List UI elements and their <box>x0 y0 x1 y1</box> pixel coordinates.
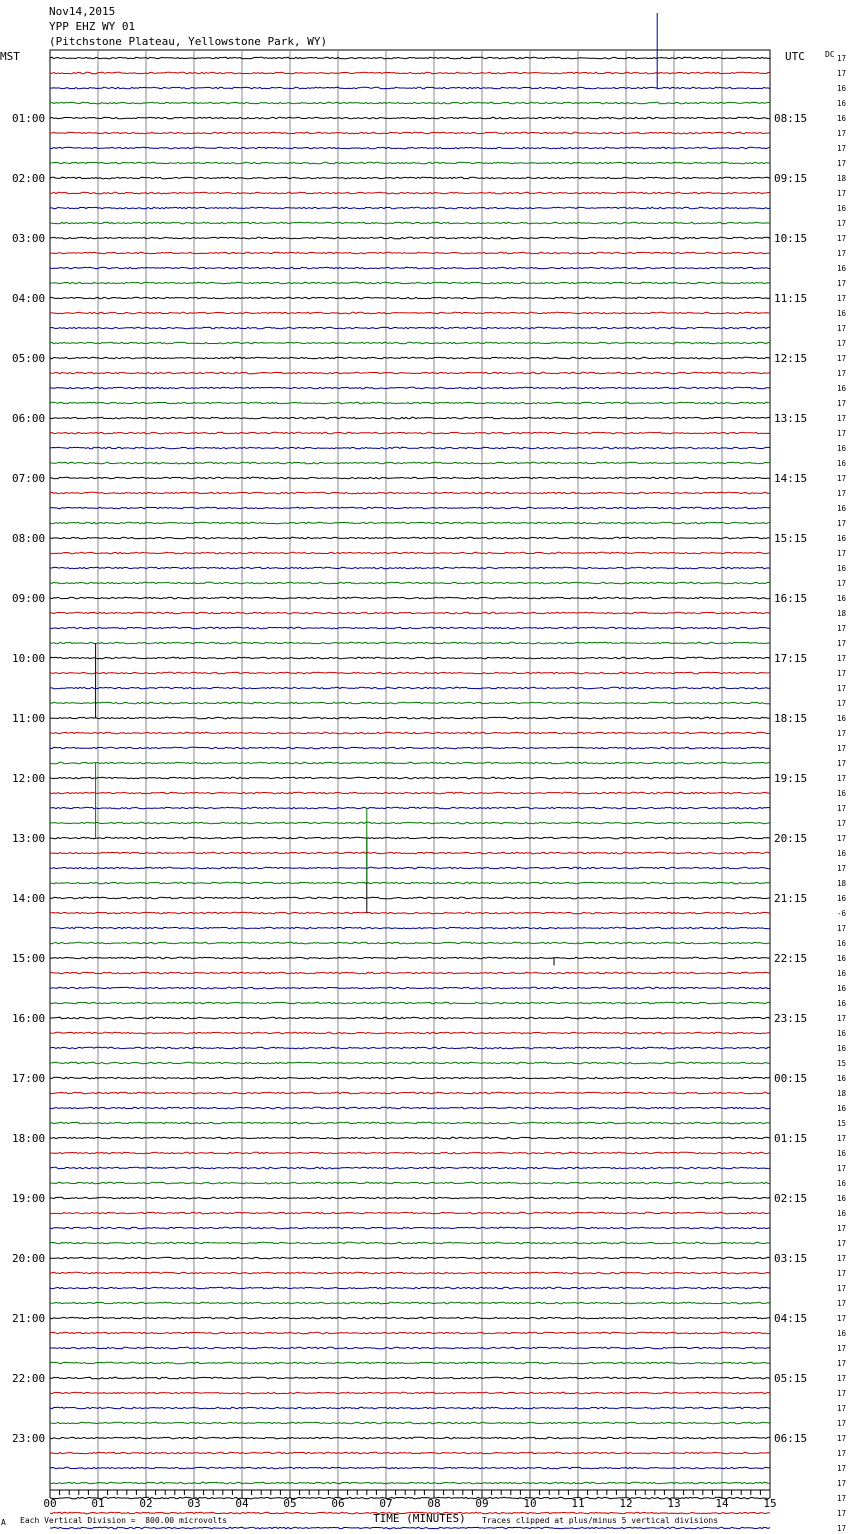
x-tick-label: 10 <box>523 1497 537 1510</box>
dc-offset-label: 17 <box>836 1494 846 1503</box>
trace-row-19 <box>50 342 770 344</box>
trace-row-25 <box>50 432 770 434</box>
trace-row-17 <box>50 312 770 314</box>
dc-offset-label: 17 <box>836 249 846 258</box>
right-hour-label: 09:15 <box>774 172 808 185</box>
dc-offset-label: 16 <box>836 504 846 513</box>
right-hour-label: 21:15 <box>774 892 808 905</box>
trace-row-91 <box>50 1422 770 1424</box>
dc-offset-label: 17 <box>836 924 846 933</box>
dc-offset-label: 17 <box>836 1449 846 1458</box>
trace-row-38 <box>50 627 770 629</box>
dc-offset-label: 17 <box>836 1224 846 1233</box>
trace-row-48 <box>50 777 770 779</box>
dc-offset-label: 17 <box>836 1299 846 1308</box>
x-tick-label: 01 <box>91 1497 105 1510</box>
trace-row-72 <box>50 1137 770 1139</box>
trace-row-80 <box>50 1257 770 1259</box>
dc-offset-label: 17 <box>836 369 846 378</box>
header-station: YPP EHZ WY 01 <box>49 20 136 33</box>
dc-offset-label: 16 <box>836 1194 846 1203</box>
trace-row-68 <box>50 1077 770 1079</box>
dc-offset-label: 17 <box>836 1014 846 1023</box>
dc-offset-label: 18 <box>836 1089 846 1098</box>
left-hour-label: 10:00 <box>12 652 46 665</box>
trace-row-81 <box>50 1272 770 1274</box>
dc-offset-label: 16 <box>836 714 846 723</box>
dc-offset-label: 17 <box>836 1389 846 1398</box>
dc-offset-label: 17 <box>836 759 846 768</box>
right-hour-label: 19:15 <box>774 772 808 785</box>
dc-offset-label: 17 <box>836 774 846 783</box>
trace-row-33 <box>50 552 770 554</box>
dc-offset-label: 17 <box>836 1524 846 1533</box>
dc-offset-label: 17 <box>836 549 846 558</box>
trace-row-0 <box>50 57 770 59</box>
left-hour-label: 02:00 <box>12 172 46 185</box>
dc-offset-label: 17 <box>836 579 846 588</box>
trace-row-89 <box>50 1392 770 1394</box>
trace-row-44 <box>50 717 770 719</box>
trace-row-26 <box>50 447 770 449</box>
left-hour-label: 11:00 <box>12 712 46 725</box>
trace-row-3 <box>50 102 770 104</box>
dc-offset-label: 17 <box>836 54 846 63</box>
trace-row-86 <box>50 1347 770 1349</box>
trace-row-63 <box>50 1002 770 1004</box>
dc-offset-label: 16 <box>836 564 846 573</box>
dc-offset-label: 17 <box>836 429 846 438</box>
trace-row-43 <box>50 702 770 704</box>
trace-row-88 <box>50 1377 770 1379</box>
dc-offset-label: 17 <box>836 1359 846 1368</box>
trace-row-8 <box>50 177 770 179</box>
left-hour-label: 17:00 <box>12 1072 46 1085</box>
dc-offset-label: 17 <box>836 219 846 228</box>
dc-offset-label: 17 <box>836 279 846 288</box>
right-hour-label: 02:15 <box>774 1192 808 1205</box>
dc-offset-label: 18 <box>836 609 846 618</box>
dc-offset-label: 17 <box>836 699 846 708</box>
dc-offset-label: 17 <box>836 339 846 348</box>
right-timezone-label: UTC <box>785 50 805 63</box>
dc-offset-label: 17 <box>836 1284 846 1293</box>
dc-offset-label: 17 <box>836 1269 846 1278</box>
dc-offset-label: 16 <box>836 939 846 948</box>
trace-row-11 <box>50 222 770 224</box>
x-tick-label: 07 <box>379 1497 393 1510</box>
right-hour-label: 11:15 <box>774 292 808 305</box>
dc-offset-label: 16 <box>836 114 846 123</box>
trace-row-95 <box>50 1482 770 1484</box>
dc-offset-label: 17 <box>836 1164 846 1173</box>
dc-offset-label: 17 <box>836 1344 846 1353</box>
trace-row-76 <box>50 1197 770 1199</box>
x-tick-label: 06 <box>331 1497 345 1510</box>
trace-row-82 <box>50 1287 770 1289</box>
dc-offset-label: 17 <box>836 639 846 648</box>
dc-offset-label: 17 <box>836 234 846 243</box>
dc-offset-label: 18 <box>836 879 846 888</box>
left-hour-label: 15:00 <box>12 952 46 965</box>
dc-offset-label: 16 <box>836 1179 846 1188</box>
trace-row-6 <box>50 147 770 149</box>
trace-row-18 <box>50 327 770 329</box>
dc-offset-label: 16 <box>836 99 846 108</box>
dc-offset-label: 17 <box>836 129 846 138</box>
trace-row-37 <box>50 612 770 614</box>
dc-offset-label: 16 <box>836 1209 846 1218</box>
x-tick-label: 03 <box>187 1497 201 1510</box>
trace-row-78 <box>50 1227 770 1229</box>
dc-offset-label: 17 <box>836 1434 846 1443</box>
left-hour-label: 07:00 <box>12 472 46 485</box>
dc-offset-label: 16 <box>836 204 846 213</box>
trace-row-4 <box>50 117 770 119</box>
dc-offset-label: 15 <box>836 1119 846 1128</box>
trace-row-50 <box>50 807 770 809</box>
trace-row-16 <box>50 297 770 299</box>
trace-row-85 <box>50 1332 770 1334</box>
trace-row-2 <box>50 87 770 89</box>
trace-row-39 <box>50 642 770 644</box>
dc-offset-label: 17 <box>836 669 846 678</box>
trace-row-1 <box>50 72 770 74</box>
right-hour-label: 12:15 <box>774 352 808 365</box>
dc-offset-label: 16 <box>836 84 846 93</box>
dc-offset-label: 17 <box>836 294 846 303</box>
left-hour-label: 18:00 <box>12 1132 46 1145</box>
dc-offset-label: 16 <box>836 309 846 318</box>
trace-row-23 <box>50 402 770 404</box>
right-hour-label: 18:15 <box>774 712 808 725</box>
trace-row-47 <box>50 762 770 764</box>
trace-row-5 <box>50 132 770 134</box>
right-hour-label: 04:15 <box>774 1312 808 1325</box>
right-hour-label: 00:15 <box>774 1072 808 1085</box>
dc-offset-label: 17 <box>836 1509 846 1518</box>
right-hour-label: 01:15 <box>774 1132 808 1145</box>
dc-offset-label: 16 <box>836 444 846 453</box>
trace-row-93 <box>50 1452 770 1454</box>
dc-offset-label: 17 <box>836 864 846 873</box>
dc-offset-label: 17 <box>836 1464 846 1473</box>
trace-row-60 <box>50 957 770 959</box>
x-tick-label: 08 <box>427 1497 441 1510</box>
dc-offset-label: 17 <box>836 159 846 168</box>
dc-offset-label: -6 <box>836 909 846 918</box>
x-tick-label: 09 <box>475 1497 489 1510</box>
trace-row-57 <box>50 912 770 914</box>
dc-offset-label: 17 <box>836 729 846 738</box>
corner-mark: A <box>1 1518 6 1527</box>
dc-offset-label: 16 <box>836 954 846 963</box>
scale-note: Each Vertical Division = 800.00 microvolts <box>20 1516 228 1525</box>
clip-note: Traces clipped at plus/minus 5 vertical divisions <box>482 1516 719 1525</box>
x-tick-label: 00 <box>43 1497 57 1510</box>
dc-offset-label: 17 <box>836 324 846 333</box>
dc-offset-label: 16 <box>836 594 846 603</box>
left-hour-label: 14:00 <box>12 892 46 905</box>
right-hour-label: 20:15 <box>774 832 808 845</box>
dc-offset-label: 17 <box>836 1314 846 1323</box>
right-hour-label: 08:15 <box>774 112 808 125</box>
trace-row-13 <box>50 252 770 254</box>
trace-row-92 <box>50 1437 770 1439</box>
dc-offset-label: 17 <box>836 684 846 693</box>
right-hour-label: 10:15 <box>774 232 808 245</box>
trace-row-66 <box>50 1047 770 1049</box>
trace-row-64 <box>50 1017 770 1019</box>
left-hour-label: 16:00 <box>12 1012 46 1025</box>
trace-row-62 <box>50 987 770 989</box>
x-tick-label: 05 <box>283 1497 297 1510</box>
trace-row-30 <box>50 507 770 509</box>
x-tick-label: 11 <box>571 1497 585 1510</box>
x-tick-label: 12 <box>619 1497 633 1510</box>
trace-row-28 <box>50 477 770 479</box>
left-hour-label: 19:00 <box>12 1192 46 1205</box>
left-hour-label: 13:00 <box>12 832 46 845</box>
x-tick-label: 02 <box>139 1497 153 1510</box>
dc-offset-label: 17 <box>836 1134 846 1143</box>
right-hour-label: 03:15 <box>774 1252 808 1265</box>
right-hour-label: 13:15 <box>774 412 808 425</box>
trace-row-49 <box>50 792 770 794</box>
dc-offset-label: 17 <box>836 69 846 78</box>
dc-offset-label: 16 <box>836 984 846 993</box>
dc-offset-label: 16 <box>836 534 846 543</box>
trace-row-70 <box>50 1107 770 1109</box>
dc-offset-label: 16 <box>836 849 846 858</box>
right-hour-label: 23:15 <box>774 1012 808 1025</box>
left-hour-label: 01:00 <box>12 112 46 125</box>
dc-offset-label: 17 <box>836 354 846 363</box>
trace-row-29 <box>50 492 770 494</box>
dc-offset-label: 17 <box>836 624 846 633</box>
trace-row-34 <box>50 567 770 569</box>
dc-offset-label: 17 <box>836 144 846 153</box>
trace-row-12 <box>50 237 770 239</box>
left-hour-label: 09:00 <box>12 592 46 605</box>
dc-offset-label: 17 <box>836 834 846 843</box>
trace-row-40 <box>50 657 770 659</box>
trace-row-32 <box>50 537 770 539</box>
dc-offset-label: 16 <box>836 264 846 273</box>
left-hour-label: 20:00 <box>12 1252 46 1265</box>
right-hour-label: 05:15 <box>774 1372 808 1385</box>
dc-offset-label: 17 <box>836 414 846 423</box>
right-hour-label: 06:15 <box>774 1432 808 1445</box>
trace-row-98 <box>50 1527 770 1529</box>
trace-row-90 <box>50 1407 770 1409</box>
dc-offset-label: 16 <box>836 789 846 798</box>
dc-label: DC <box>825 50 835 59</box>
right-hour-label: 15:15 <box>774 532 808 545</box>
trace-row-56 <box>50 897 770 899</box>
trace-row-96 <box>50 1497 770 1499</box>
trace-row-59 <box>50 942 770 944</box>
left-hour-label: 03:00 <box>12 232 46 245</box>
dc-offset-label: 17 <box>836 1419 846 1428</box>
dc-offset-label: 16 <box>836 1029 846 1038</box>
dc-offset-label: 17 <box>836 804 846 813</box>
trace-row-15 <box>50 282 770 284</box>
left-hour-label: 08:00 <box>12 532 46 545</box>
trace-row-65 <box>50 1032 770 1034</box>
trace-row-21 <box>50 372 770 374</box>
trace-row-46 <box>50 747 770 749</box>
dc-offset-label: 17 <box>836 489 846 498</box>
trace-row-87 <box>50 1362 770 1364</box>
trace-row-77 <box>50 1212 770 1214</box>
trace-row-27 <box>50 462 770 464</box>
left-hour-label: 23:00 <box>12 1432 46 1445</box>
trace-row-52 <box>50 837 770 839</box>
dc-offset-label: 16 <box>836 384 846 393</box>
dc-offset-label: 17 <box>836 189 846 198</box>
trace-row-71 <box>50 1122 770 1124</box>
dc-offset-label: 16 <box>836 1044 846 1053</box>
trace-row-51 <box>50 822 770 824</box>
dc-offset-label: 16 <box>836 969 846 978</box>
trace-row-79 <box>50 1242 770 1244</box>
trace-row-14 <box>50 267 770 269</box>
trace-row-73 <box>50 1152 770 1154</box>
trace-row-69 <box>50 1092 770 1094</box>
left-hour-label: 22:00 <box>12 1372 46 1385</box>
header-date: Nov14,2015 <box>49 5 116 18</box>
right-hour-label: 17:15 <box>774 652 808 665</box>
header-location: (Pitchstone Plateau, Yellowstone Park, WY) <box>49 35 328 48</box>
left-hour-label: 12:00 <box>12 772 46 785</box>
dc-offset-label: 17 <box>836 1254 846 1263</box>
trace-row-7 <box>50 162 770 164</box>
trace-row-94 <box>50 1467 770 1469</box>
right-hour-label: 22:15 <box>774 952 808 965</box>
trace-row-36 <box>50 597 770 599</box>
x-tick-label: 13 <box>667 1497 681 1510</box>
trace-row-61 <box>50 972 770 974</box>
x-axis-title: TIME (MINUTES) <box>373 1512 466 1525</box>
trace-row-53 <box>50 852 770 854</box>
trace-row-45 <box>50 732 770 734</box>
trace-row-9 <box>50 192 770 194</box>
right-hour-label: 16:15 <box>774 592 808 605</box>
left-hour-label: 06:00 <box>12 412 46 425</box>
trace-row-54 <box>50 867 770 869</box>
dc-offset-label: 17 <box>836 519 846 528</box>
dc-offset-label: 16 <box>836 1074 846 1083</box>
trace-row-10 <box>50 207 770 209</box>
left-hour-label: 04:00 <box>12 292 46 305</box>
dc-offset-label: 16 <box>836 1104 846 1113</box>
left-hour-label: 05:00 <box>12 352 46 365</box>
dc-offset-label: 17 <box>836 819 846 828</box>
dc-offset-label: 15 <box>836 1059 846 1068</box>
trace-row-22 <box>50 387 770 389</box>
trace-row-55 <box>50 882 770 884</box>
left-hour-label: 21:00 <box>12 1312 46 1325</box>
trace-row-41 <box>50 672 770 674</box>
dc-offset-label: 17 <box>836 1479 846 1488</box>
dc-offset-label: 17 <box>836 399 846 408</box>
trace-row-24 <box>50 417 770 419</box>
dc-offset-label: 16 <box>836 1329 846 1338</box>
dc-offset-label: 17 <box>836 1404 846 1413</box>
trace-row-84 <box>50 1317 770 1319</box>
trace-row-74 <box>50 1167 770 1169</box>
dc-offset-label: 16 <box>836 459 846 468</box>
dc-offset-label: 17 <box>836 1239 846 1248</box>
left-timezone-label: MST <box>0 50 20 63</box>
trace-row-31 <box>50 522 770 524</box>
dc-offset-label: 17 <box>836 744 846 753</box>
x-tick-label: 04 <box>235 1497 249 1510</box>
dc-offset-label: 17 <box>836 474 846 483</box>
trace-row-83 <box>50 1302 770 1304</box>
dc-offset-label: 17 <box>836 654 846 663</box>
dc-offset-label: 16 <box>836 999 846 1008</box>
trace-row-20 <box>50 357 770 359</box>
trace-row-35 <box>50 582 770 584</box>
trace-row-75 <box>50 1182 770 1184</box>
right-hour-label: 14:15 <box>774 472 808 485</box>
dc-offset-label: 16 <box>836 1149 846 1158</box>
trace-row-42 <box>50 687 770 689</box>
x-tick-label: 15 <box>763 1497 777 1510</box>
x-tick-label: 14 <box>715 1497 729 1510</box>
trace-row-67 <box>50 1062 770 1064</box>
dc-offset-label: 16 <box>836 894 846 903</box>
trace-row-58 <box>50 927 770 929</box>
dc-offset-label: 18 <box>836 174 846 183</box>
dc-offset-label: 17 <box>836 1374 846 1383</box>
